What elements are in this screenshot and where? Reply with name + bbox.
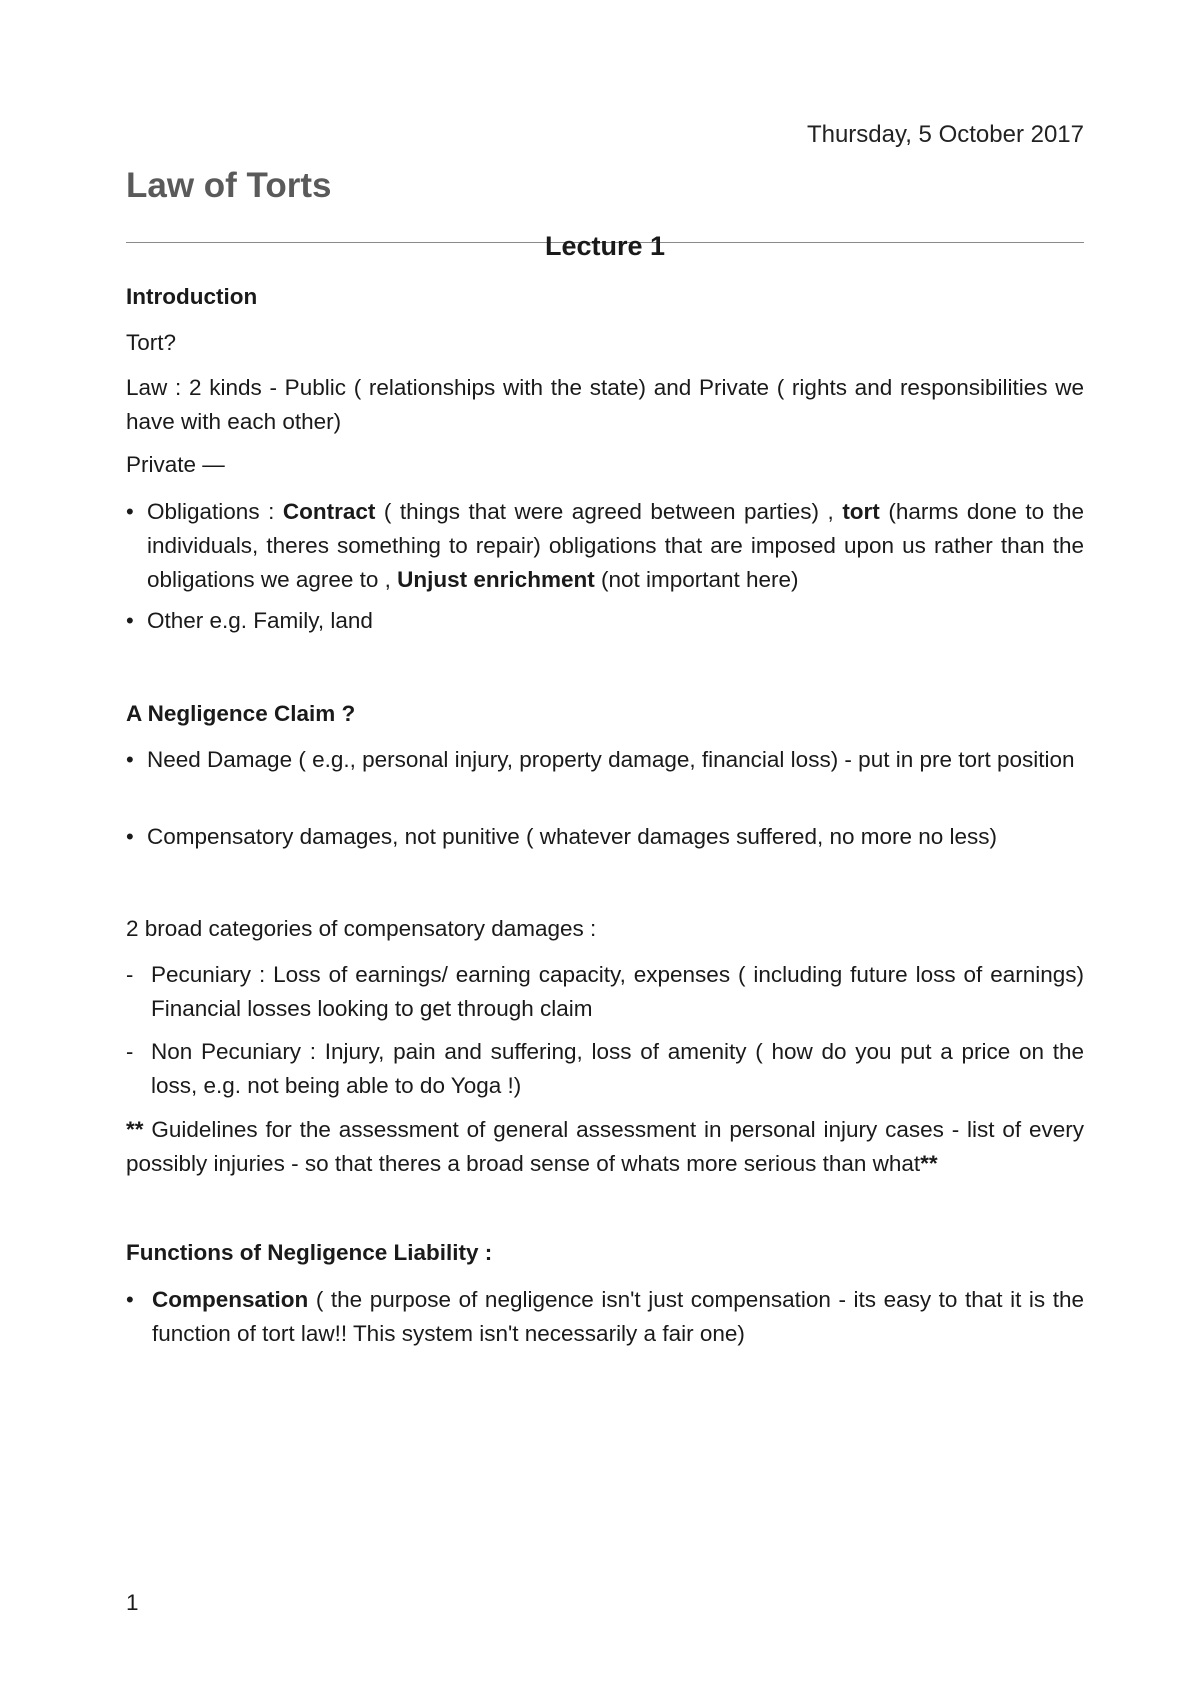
categories-intro: 2 broad categories of compensatory damages : — [126, 916, 597, 941]
pecuniary-item — [126, 958, 1084, 1026]
compensatory-damages-text: Compensatory damages, not punitive ( whatever damages suffered, no more no less) — [147, 824, 998, 849]
document-title: Law of Torts — [126, 166, 332, 205]
document-date: Thursday, 5 October 2017 — [806, 121, 1084, 148]
document-page — [126, 0, 1084, 1698]
page-number: 1 — [126, 1590, 139, 1615]
non-pecuniary-item — [126, 1035, 1084, 1103]
compensation-text: Compensation ( the purpose of negligence isn't just compensation - its easy to that it is the function of tort law!! This system isn't necessarily a fair one) — [152, 1287, 1084, 1346]
other-bullet — [126, 604, 1084, 638]
need-damage-text: Need Damage ( e.g., personal injury, property damage, financial loss) - put in pre tort position — [147, 747, 1075, 772]
pecuniary-text: Pecuniary : Loss of earnings/ earning capacity, expenses ( including future loss of earnings) Financial losses looking to get through claim — [151, 962, 1084, 1021]
obligations-bullet — [126, 495, 1084, 597]
other-text: Other e.g. Family, land — [147, 608, 373, 633]
obligations-text: Obligations : Contract ( things that were agreed between parties) , tort (harms done to the individuals, theres something to repair) obligations that are imposed upon us rather than the obligations we agree to , Unjust enrichment (not important here) — [147, 499, 1084, 592]
bullet-marker: • — [126, 747, 134, 772]
lecture-heading: Lecture 1 — [544, 231, 666, 261]
contract-term: Contract — [282, 499, 376, 524]
need-damage-bullet — [126, 743, 1084, 777]
bullet-marker: • — [126, 1287, 134, 1312]
bullet-marker: • — [126, 824, 134, 849]
law-kinds-paragraph: Law : 2 kinds - Public ( relationships with the state) and Private ( rights and responsibilities we have with each other) — [126, 375, 1084, 434]
bullet-marker: • — [126, 499, 134, 524]
negligence-claim-heading: A Negligence Claim ? — [126, 701, 356, 726]
dash-marker: - — [126, 962, 134, 987]
tort-term: tort — [842, 499, 880, 524]
guidelines-note: ** Guidelines for the assessment of general assessment in personal injury cases - list of every possibly injuries - so that theres a broad sense of whats more serious than what** — [126, 1117, 1084, 1176]
dash-marker: - — [126, 1039, 134, 1064]
non-pecuniary-text: Non Pecuniary : Injury, pain and suffering, loss of amenity ( how do you put a price on the loss, e.g. not being able to do Yoga !) — [151, 1039, 1084, 1098]
functions-heading: Functions of Negligence Liability : — [126, 1240, 493, 1265]
compensation-term: Compensation — [152, 1287, 309, 1312]
compensatory-damages-bullet — [126, 820, 1084, 854]
tort-question: Tort? — [126, 330, 177, 355]
bullet-marker: • — [126, 608, 134, 633]
private-label: Private — — [126, 452, 225, 477]
unjust-enrichment-term: Unjust enrichment — [397, 567, 595, 592]
introduction-heading: Introduction — [126, 284, 258, 309]
compensation-bullet — [126, 1283, 1084, 1351]
